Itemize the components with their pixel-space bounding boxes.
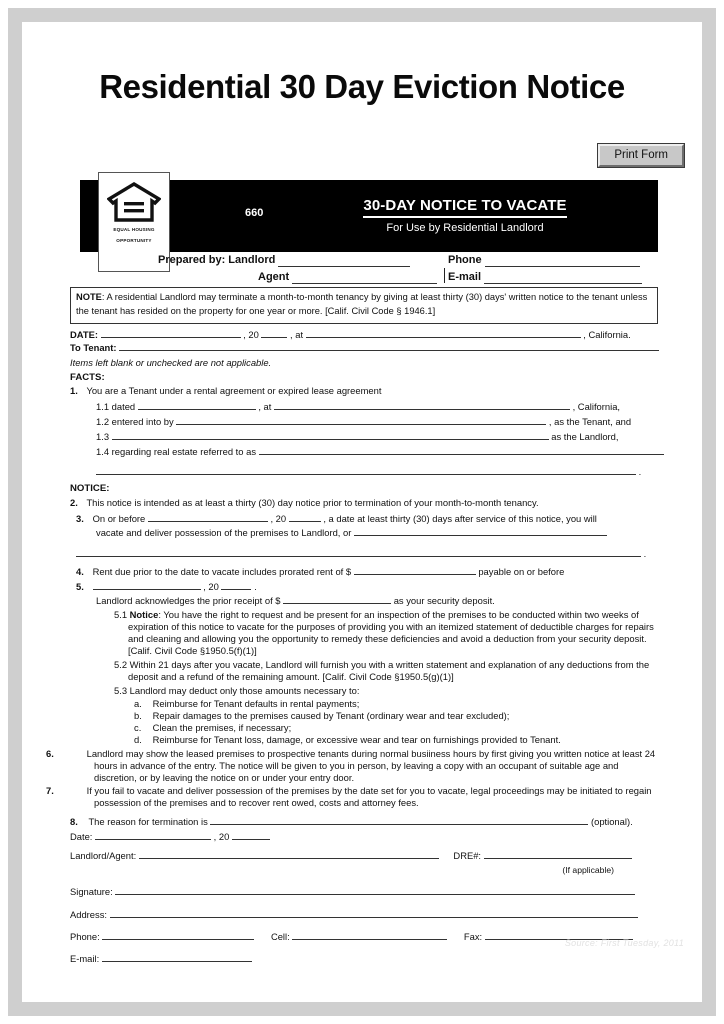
notice-item-3-text-a: On or before (92, 512, 146, 524)
notice-item-8 (70, 815, 658, 828)
date-year-field[interactable] (261, 328, 287, 338)
notice-item-4-number: 4. (76, 565, 84, 577)
facts-item-1-text: You are a Tenant under a rental agreement or expired lease agreement (86, 385, 382, 397)
notice-5-year-field[interactable] (221, 580, 251, 590)
phone-label: Phone (448, 254, 482, 266)
source-watermark: Source: First Tuesday, 2011 (564, 938, 684, 948)
notice-5-deposit-field[interactable] (283, 594, 391, 604)
notice-item-8-text: The reason for termination is (88, 816, 208, 828)
notice-item-8-optional: (optional). (590, 816, 633, 828)
deduction-item-d-text: Reimburse for Tenant loss, damage, or excessive wear and tear on furnishings provided to Tenant. (152, 734, 561, 746)
note-label: NOTE (76, 292, 102, 302)
notice-item-6-number: 6. (46, 748, 54, 760)
notice-item-8-number: 8. (70, 816, 78, 828)
facts-item-1-1-label: dated (111, 401, 136, 413)
contact-phone-field[interactable] (102, 930, 254, 940)
deduction-item-b (134, 710, 658, 722)
landlord-agent-field[interactable] (139, 849, 439, 859)
header-titles (295, 196, 635, 235)
blank-items-note: Items left blank or unchecked are not applicable. (70, 356, 272, 368)
signature-date-year-prefix: , 20 (213, 831, 230, 843)
notice-item-4-text-a: Rent due prior to the date to vacate includes prorated rent of $ (92, 565, 352, 577)
notice-item-3-line2 (96, 526, 658, 539)
address-field[interactable] (110, 908, 638, 918)
date-at-label: , at (290, 328, 304, 340)
notice-item-5-2-text: Within 21 days after you vacate, Landlord will furnish you with a written statement and explanation of any deductions from the deposit and a refund of the remaining amount. [Calif. Civil Code §1950.5(g)(1)] (128, 658, 650, 682)
notice-4-prorated-rent-field[interactable] (354, 565, 476, 575)
facts-1-2-tenant-field[interactable] (176, 415, 546, 425)
contact-email-field[interactable] (102, 952, 252, 962)
deduction-item-d (134, 734, 658, 746)
landlord-agent-label: Landlord/Agent: (70, 850, 137, 862)
form-header-bar (80, 180, 658, 252)
email-row (70, 952, 658, 965)
facts-1-4-period: . (638, 466, 642, 478)
facts-item-1-number: 1. (70, 385, 78, 397)
facts-item-1-4-label: regarding real estate referred to as (111, 446, 257, 458)
facts-1-1-date-field[interactable] (138, 400, 256, 410)
notice-item-7 (46, 785, 658, 809)
termination-reason-field[interactable] (210, 815, 588, 825)
form-title: 30-DAY NOTICE TO VACATE (363, 196, 566, 218)
notice-item-2 (70, 497, 658, 509)
facts-1-1-city-field[interactable] (274, 400, 570, 410)
notice-heading: NOTICE: (70, 483, 110, 495)
notice-item-6-text: Landlord may show the leased premises to prospective tenants during normal busiiness hours by first giving you written notice at least 24 hours in advance of the entry. The notice will be given to you in person, by leaving a copy with an occupant of suitable age and discretion, or by leaving the notice on or under your entry door. (86, 748, 656, 784)
facts-item-1-4-continuation (96, 465, 658, 478)
date-state-label: , California. (583, 328, 631, 340)
notice-3-other-field[interactable] (354, 526, 607, 536)
notice-item-5-3 (114, 685, 658, 697)
contact-email-label: E-mail: (70, 952, 100, 964)
agent-label: Agent (258, 271, 290, 283)
notice-item-5-2 (114, 659, 658, 683)
contact-cell-label: Cell: (270, 930, 290, 942)
notice-item-5-3-text: Landlord may deduct only those amounts necessary to: (129, 685, 360, 697)
prepared-by-block (158, 252, 658, 286)
facts-item-1-2-label: entered into by (111, 416, 174, 428)
notice-item-5-period: . (254, 580, 257, 592)
facts-item-1-2-number: 1.2 (96, 416, 110, 428)
print-form-button[interactable]: Print Form (598, 144, 684, 167)
notice-item-5-1-number: 5.1 (114, 608, 128, 620)
notice-item-4 (76, 565, 658, 578)
facts-item-1 (70, 385, 658, 397)
notice-item-3-text-c: vacate and deliver possession of the premises to Landlord, or (96, 526, 352, 538)
deduction-item-a (134, 698, 658, 710)
facts-1-3-landlord-field[interactable] (112, 430, 549, 440)
divider-vertical (444, 268, 445, 283)
prepared-by-landlord-field[interactable] (278, 255, 410, 267)
notice-item-3-text-b: , a date at least thirty (30) days after service of this notice, you will (323, 512, 597, 524)
if-applicable-note (70, 864, 658, 876)
notice-item-3-line3 (76, 547, 658, 560)
page-border (8, 8, 716, 1016)
notice-3-other-field-2[interactable] (76, 547, 641, 557)
notice-item-2-number: 2. (70, 496, 78, 508)
notice-item-5 (76, 580, 658, 593)
notice-item-7-text: If you fail to vacate and deliver possession of the premises by the date set for you to vacate, legal proceedings may be initiated to regain possession of the premises and to recover rent owed, costs and attorney fees. (86, 785, 652, 809)
to-tenant-row (70, 341, 658, 355)
notice-item-4-text-b: payable on or before (478, 565, 565, 577)
signature-date-label: Date: (70, 831, 93, 843)
facts-item-1-1 (96, 400, 658, 413)
facts-item-1-2 (96, 415, 658, 428)
facts-item-1-4-number: 1.4 (96, 446, 110, 458)
deduction-item-a-letter: a. (134, 698, 142, 710)
notice-item-5-text-b: as your security deposit. (393, 594, 495, 606)
notice-item-5-1-bold: Notice (129, 608, 159, 620)
email-label: E-mail (448, 271, 482, 283)
eviction-notice-form (46, 180, 658, 965)
notice-item-3-year-prefix: , 20 (270, 512, 287, 524)
house-icon (107, 182, 161, 222)
notice-item-5-line2 (96, 594, 658, 607)
dre-number-field[interactable] (484, 849, 632, 859)
facts-item-1-3-tail: as the Landlord, (551, 431, 619, 443)
signature-field[interactable] (115, 885, 635, 895)
address-row (70, 908, 658, 921)
contact-fax-label: Fax: (463, 930, 483, 942)
notice-5-date-field[interactable] (93, 580, 201, 590)
prepared-by-phone-field[interactable] (485, 255, 640, 267)
notice-item-5-2-number: 5.2 (114, 658, 128, 670)
contact-cell-field[interactable] (292, 930, 447, 940)
signature-date-year-field[interactable] (232, 830, 270, 840)
deduction-item-b-letter: b. (134, 710, 142, 722)
page-title: Residential 30 Day Eviction Notice (99, 68, 625, 105)
notice-3-date-field[interactable] (148, 512, 268, 522)
note-text: : A residential Landlord may terminate a month-to-month tenancy by giving at least thirty (30) days' written notice to the tenant unless the tenant has resided on the property for one year or more. [Calif. Civil Code § 1946.1] (76, 292, 648, 316)
notice-item-7-number: 7. (46, 785, 54, 797)
signature-date-row (70, 830, 658, 843)
if-applicable-text: (If applicable) (562, 865, 614, 876)
facts-item-1-4 (96, 445, 658, 458)
form-number: 660 (245, 207, 264, 219)
form-subtitle: For Use by Residential Landlord (386, 222, 544, 235)
prepared-by-email-field[interactable] (484, 272, 642, 284)
facts-1-4-property-field[interactable] (259, 445, 664, 455)
facts-item-1-1-tail: , California, (572, 401, 621, 413)
notice-item-3-number: 3. (76, 512, 84, 524)
document-page (22, 22, 702, 1002)
contact-phone-label: Phone: (70, 930, 100, 942)
deduction-item-a-text: Reimburse for Tenant defaults in rental payments; (152, 698, 360, 710)
notice-item-2-text: This notice is intended as at least a thirty (30) day notice prior to termination of your month-to-month tenancy. (86, 496, 539, 508)
signature-date-field[interactable] (95, 830, 211, 840)
notice-3-period: . (643, 547, 647, 559)
notice-item-5-3-number: 5.3 (114, 685, 128, 697)
note-box (70, 287, 658, 324)
prepared-by-agent-field[interactable] (292, 272, 437, 284)
deduction-item-c-text: Clean the premises, if necessary; (152, 722, 292, 734)
to-tenant-label: To Tenant: (70, 341, 117, 353)
date-city-field[interactable] (306, 328, 581, 338)
logo-caption-line2: OPPORTUNITY (116, 238, 152, 244)
logo-caption-line1: EQUAL HOUSING (113, 227, 155, 232)
notice-item-5-text-a: Landlord acknowledges the prior receipt of $ (96, 594, 281, 606)
print-form-container (598, 144, 684, 167)
date-label: DATE: (70, 328, 98, 340)
notice-item-5-number: 5. (76, 580, 84, 592)
notice-item-5-year-prefix: , 20 (203, 580, 219, 592)
address-label: Address: (70, 908, 107, 920)
notice-item-3 (76, 512, 658, 525)
deduction-item-c-letter: c. (134, 722, 142, 734)
facts-item-1-2-tail: , as the Tenant, and (548, 416, 632, 428)
signature-row (70, 885, 658, 898)
deduction-item-c (134, 722, 658, 734)
date-year-prefix: , 20 (243, 328, 259, 340)
landlord-agent-row (70, 849, 658, 862)
notice-item-5-1-text: : You have the right to request and be present for an inspection of the premises to be conducted within two weeks of expiration of this notice to vacate for the purposes of providing you with an itemized statement of deductible charges for repairs and cleaning and allowing you the opportunity to remedy these deficiencies and avoid a deduction from your security deposit. [Calif. Civil Code §1950.5(f)(1)] (128, 608, 654, 656)
deduction-list (134, 698, 658, 746)
facts-heading: FACTS: (70, 371, 105, 383)
signature-label: Signature: (70, 886, 113, 898)
notice-item-5-1 (114, 609, 658, 657)
notice-item-6 (46, 748, 658, 784)
facts-item-1-1-number: 1.1 (96, 401, 110, 413)
deduction-item-d-letter: d. (134, 734, 142, 746)
facts-1-4-property-field-2[interactable] (96, 465, 636, 475)
facts-item-1-3-number: 1.3 (96, 431, 110, 443)
date-row (70, 328, 658, 341)
date-field[interactable] (101, 328, 241, 338)
dre-label: DRE#: (453, 850, 482, 862)
prepared-by-label: Prepared by: Landlord (158, 254, 276, 266)
facts-item-1-1-mid: , at (258, 401, 272, 413)
notice-3-year-field[interactable] (289, 512, 321, 522)
deduction-item-b-text: Repair damages to the premises caused by Tenant (ordinary wear and tear excluded); (152, 710, 510, 722)
facts-item-1-3 (96, 430, 658, 443)
to-tenant-field[interactable] (119, 341, 659, 351)
